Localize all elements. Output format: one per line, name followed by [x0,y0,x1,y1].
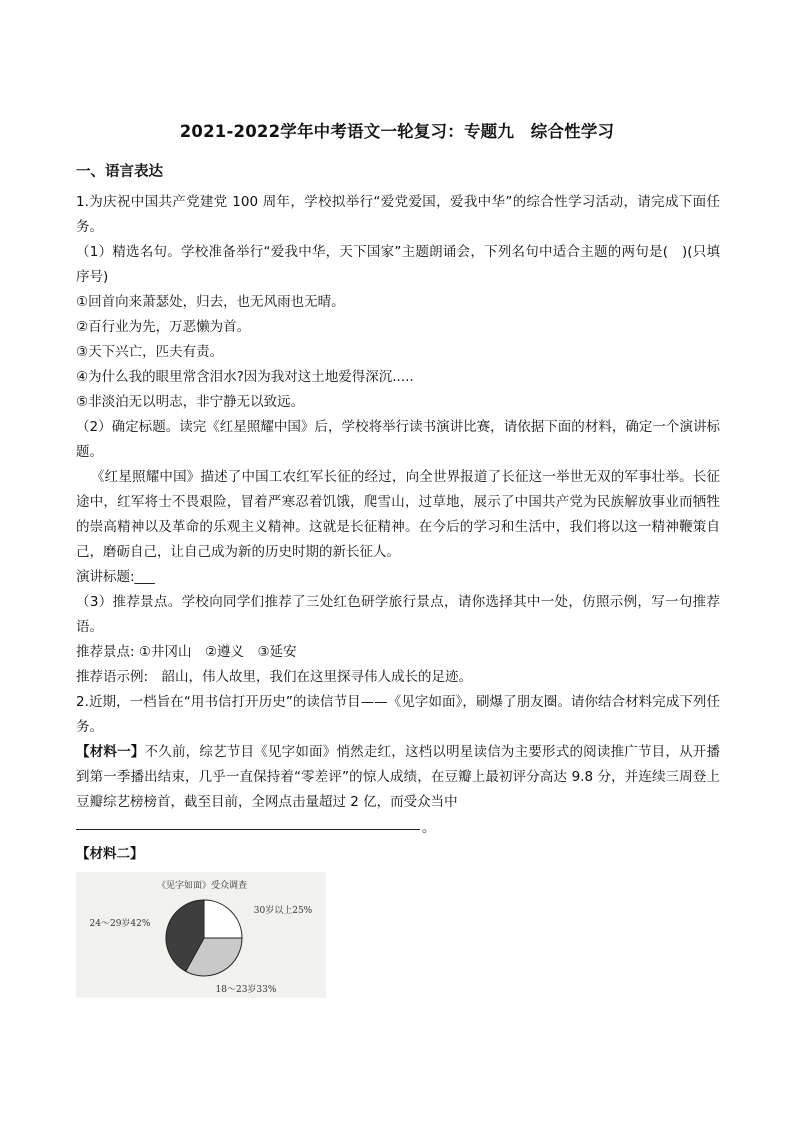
option-4: ④为什么我的眼里常含泪水?因为我对这土地爱得深沉..... [76,369,414,385]
q1-part3-prompt: （3）推荐景点。学校向同学们推荐了三处红色研学旅行景点，请你选择其中一处，仿照示例，写一句推荐语。 [76,594,720,635]
material-1 [76,740,720,815]
q1-intro: 1.为庆祝中国共产党建党 100 周年，学校拟举行“爱党爱国，爱我中华”的综合性学习活动，请完成下面任务。 [76,194,720,235]
section-heading: 一、语言表达 [76,164,163,180]
material-2-label: 【材料二】 [76,846,144,862]
blank-end-period: 。 [422,820,436,836]
recommendation-example: 推荐语示例: 韶山，伟人故里，我们在这里探寻伟人成长的足迹。 [76,669,473,685]
label-24-29: 24～29岁42% [89,919,151,929]
option-5: ⑤非淡泊无以明志，非宁静无以致远。 [76,394,305,410]
pie-chart [76,872,326,998]
option-1: ①回首向来萧瑟处，归去，也无风雨也无晴。 [76,294,345,310]
label-30-plus: 30岁以上25% [253,906,313,916]
page-title: 2021-2022学年中考语文一轮复习：专题九 综合性学习 [179,122,615,141]
recommended-spots: 推荐景点: ①井冈山 ②遵义 ③延安 [76,644,297,660]
label-18-23: 18～23岁33% [215,985,277,995]
option-2: ②百行业为先，万恶懒为首。 [76,319,251,335]
q1-part1-prompt: （1）精选名句。学校准备举行“爱我中华，天下国家”主题朗诵会，下列名句中适合主题的两句是( )(只填序号) [76,244,720,285]
q1-part2-prompt: （2）确定标题。读完《红星照耀中国》后，学校将举行读书演讲比赛，请依据下面的材料，确定一个演讲标题。 [76,419,720,460]
option-3: ③天下兴亡，匹夫有责。 [76,344,224,360]
answer-blank-line [76,828,420,830]
chart-title: 《见字如面》受众调查 [156,881,248,891]
material-1-label: 【材料一】 [76,744,145,760]
pie-chart-figure [76,872,326,998]
slice-30-plus [204,900,242,938]
q2-intro: 2.近期，一档旨在“用书信打开历史”的读信节目——《见字如面》，刷爆了朋友圈。请你结合材料完成下列任务。 [76,694,720,735]
material-1-text: 不久前，综艺节目《见字如面》悄然走红，这档以明星读信为主要形式的阅读推广节目，从开播到第一季播出结束，几乎一直保持着“零差评”的惊人成绩，在豆瓣上最初评分高达 9.8 分，并连续三周登上豆瓣综艺榜榜首，截至目前，全网点击量超过 2 亿，而受众当中 [76,744,721,810]
q1-part2-material: 《红星照耀中国》描述了中国工农红军长征的经过，向全世界报道了长征这一举世无双的军事壮举。长征途中，红军将士不畏艰险，冒着严寒忍着饥饿，爬雪山，过草地，展示了中国共产党为民族解放事业而牺牲的崇高精神以及革命的乐观主义精神。这就是长征精神。在今后的学习和生活中，我们将以这一精神鞭策自己，磨砺自己，让自己成为新的历史时期的新长征人。 [76,469,720,560]
speech-title-label: 演讲标题:___ [76,569,155,585]
